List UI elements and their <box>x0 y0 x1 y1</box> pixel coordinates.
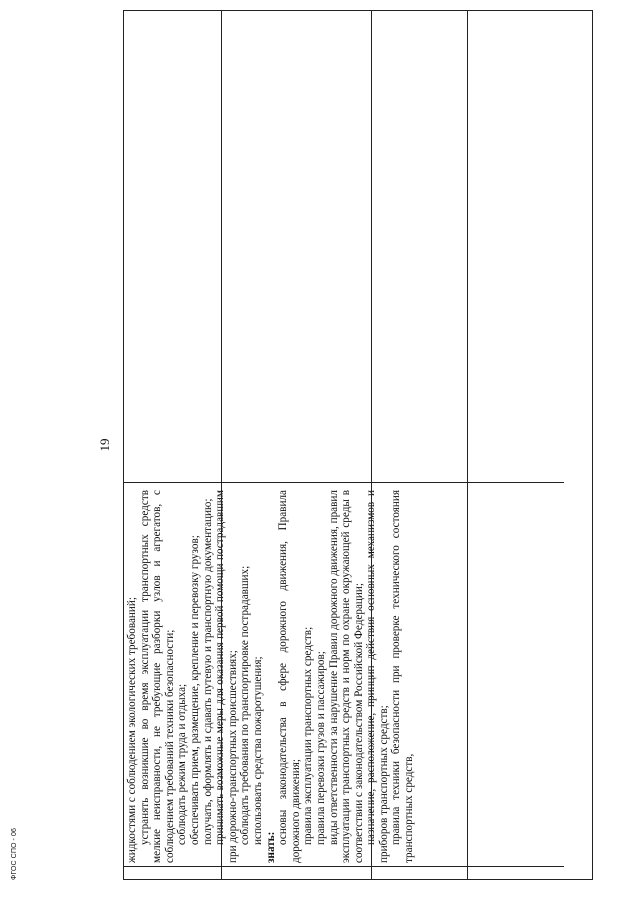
table-row <box>124 11 222 879</box>
standards-table <box>123 10 593 880</box>
content-paragraph: назначение, расположение, принцип действия основных механизмов и приборов транспортных средств; <box>365 490 390 863</box>
content-paragraph: использовать средства пожаротушения; <box>251 656 264 845</box>
content-paragraph: правила эксплуатации транспортных средств; <box>302 626 315 845</box>
table-row <box>372 11 468 879</box>
content-paragraph: правила техники безопасности при проверке технического состояния транспортных средств, <box>390 490 416 863</box>
content-paragraph: виды ответственности за нарушение Правил дорожного движения, правил эксплуатации транспортных средств и норм по охране окружающей среды в соответствии с законодательством Российской Федерации; <box>327 490 365 863</box>
content-paragraph: основы законодательства в сфере дорожного движения, Правила дорожного движения; <box>277 490 302 863</box>
content-paragraph: соблюдать режим труда и отдыха; <box>176 683 189 845</box>
table-row <box>468 11 564 879</box>
content-paragraph: правила перевозки грузов и пассажиров; <box>314 651 327 845</box>
page-number: 19 <box>97 438 112 452</box>
rotated-page <box>11 10 565 880</box>
footer-code: ФГОС СПО - 06 <box>11 827 18 880</box>
content-paragraph: устранять возникшие во время эксплуатации транспортных средств мелкие неисправности, не требующие разборки узлов и агрегатов, с соблюдением требований техники безопасности; <box>138 490 176 863</box>
table-row <box>222 11 372 879</box>
content-paragraph: соблюдать требования по транспортировке пострадавших; <box>239 565 252 845</box>
content-paragraph: получать, оформлять и сдавать путевую и транспортную документацию; <box>201 498 214 845</box>
content-paragraph: принимать возможные меры для оказания первой помощи пострадавшим при дорожно-транспортных происшествиях; <box>214 490 239 863</box>
content-paragraph: жидкостями с соблюдением экологических требований; <box>126 596 138 863</box>
content-paragraph: обеспечивать прием, размещение, крепление и перевозку грузов; <box>188 535 201 845</box>
section-heading: знать: <box>264 831 277 863</box>
